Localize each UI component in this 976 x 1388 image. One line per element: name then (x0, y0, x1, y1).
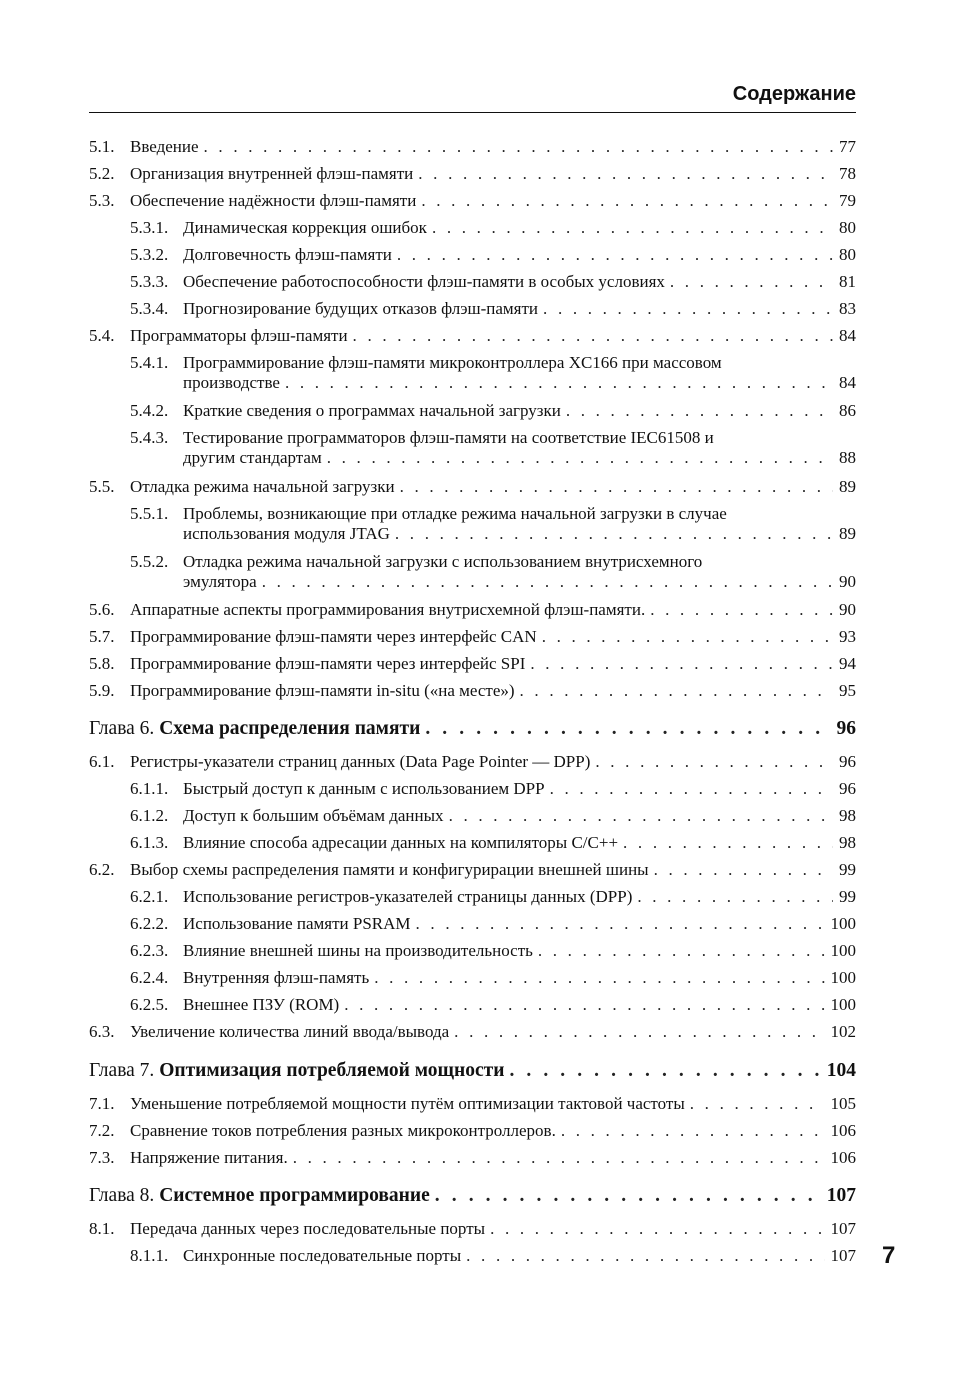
chapter-page: 104 (826, 1060, 856, 1081)
entry-number: 7.1. (89, 1094, 115, 1113)
leader-dots (650, 600, 833, 620)
toc-entry-6-2-2[interactable] (130, 914, 856, 934)
entry-number: 6.1.2. (130, 806, 169, 825)
toc-entry-5-4[interactable] (89, 326, 856, 346)
leader-dots (454, 1022, 824, 1042)
entry-page: 98 (839, 806, 856, 825)
entry-number: 5.3.2. (130, 245, 169, 264)
entry-page: 98 (839, 833, 856, 852)
chapter-page: 96 (836, 718, 856, 739)
toc-entry-6-1-3[interactable] (130, 833, 856, 853)
entry-page: 88 (839, 448, 856, 467)
leader-dots (654, 860, 833, 880)
entry-number: 5.9. (89, 681, 115, 700)
leader-dots (374, 968, 824, 988)
toc-entry-5-8[interactable] (89, 654, 856, 674)
leader-dots (637, 887, 833, 907)
entry-title: Использование регистров-указателей страницы данных (DPP) (183, 887, 633, 906)
entry-title-line2: производстве (183, 373, 280, 392)
toc-entry-5-2[interactable] (89, 164, 856, 184)
toc-entry-6-2-4[interactable] (130, 968, 856, 988)
entry-page: 89 (839, 477, 856, 496)
entry-page: 96 (839, 752, 856, 771)
entry-number: 5.2. (89, 164, 115, 183)
chapter-title: Схема распределения памяти (159, 718, 421, 739)
leader-dots (538, 941, 825, 961)
entry-title: Регистры-указатели страниц данных (Data Page Pointer — DPP) (130, 752, 591, 771)
entry-title: Программирование флэш-памяти через интерфейс SPI (130, 654, 526, 673)
leader-dots (509, 1059, 820, 1083)
entry-number: 6.2.2. (130, 914, 169, 933)
toc-entry-5-3-1[interactable] (130, 218, 856, 238)
entry-title: Передача данных через последовательные порты (130, 1219, 486, 1238)
entry-title: Введение (130, 137, 199, 156)
entry-title: Доступ к большим объёмам данных (183, 806, 444, 825)
entry-page: 83 (839, 299, 856, 318)
entry-title-line1: Программирование флэш-памяти микроконтроллера XC166 при массовом (183, 353, 722, 372)
entry-number: 7.2. (89, 1121, 115, 1140)
toc-entry-6-2-1[interactable] (130, 887, 856, 907)
entry-page: 107 (830, 1246, 856, 1265)
leader-dots (327, 448, 833, 468)
toc-entry-5-5[interactable] (89, 477, 856, 497)
toc-entry-8-1-1[interactable] (130, 1246, 856, 1266)
entry-title: Влияние способа адресации данных на компиляторы C/C++ (183, 833, 619, 852)
entry-title: Программирование флэш-памяти in-situ («на месте») (130, 681, 515, 700)
entry-number: 6.1. (89, 752, 115, 771)
leader-dots (204, 137, 833, 157)
entry-page: 78 (839, 164, 856, 183)
entry-number: 6.1.1. (130, 779, 169, 798)
toc-entry-5-7[interactable] (89, 627, 856, 647)
toc-entry-6-1-2[interactable] (130, 806, 856, 826)
entry-page: 106 (830, 1148, 856, 1167)
entry-page: 84 (839, 373, 856, 392)
entry-title-line1: Отладка режима начальной загрузки с использованием внутрисхемного (183, 552, 703, 571)
toc-entry-5-5-1[interactable] (130, 504, 856, 544)
entry-title: Обеспечение надёжности флэш-памяти (130, 191, 417, 210)
entry-number: 5.6. (89, 600, 115, 619)
leader-dots (395, 524, 833, 544)
entry-title: Динамическая коррекция ошибок (183, 218, 427, 237)
entry-number: 6.2.3. (130, 941, 169, 960)
toc-chapter-8[interactable] (89, 1184, 856, 1208)
toc-entry-5-3-3[interactable] (130, 272, 856, 292)
entry-number: 7.3. (89, 1148, 115, 1167)
entry-page: 95 (839, 681, 856, 700)
entry-number: 5.1. (89, 137, 115, 156)
toc-entry-5-4-3[interactable] (130, 428, 856, 468)
leader-dots (566, 401, 833, 421)
entry-title-line2: использования модуля JTAG (183, 524, 390, 543)
leader-dots (449, 806, 833, 826)
entry-title: Быстрый доступ к данным с использованием DPP (183, 779, 545, 798)
toc-entry-6-2-3[interactable] (130, 941, 856, 961)
leader-dots (623, 833, 833, 853)
entry-page: 81 (839, 272, 856, 291)
entry-page: 94 (839, 654, 856, 673)
entry-number: 5.3. (89, 191, 115, 210)
entry-number: 6.2.5. (130, 995, 169, 1014)
entry-page: 90 (839, 572, 856, 591)
entry-number: 6.2.4. (130, 968, 169, 987)
toc-entry-8-1[interactable] (89, 1219, 856, 1239)
entry-title-line2: другим стандартам (183, 448, 322, 467)
entry-title: Напряжение питания. (130, 1148, 288, 1167)
leader-dots (400, 477, 833, 497)
toc-entry-5-9[interactable] (89, 681, 856, 701)
leader-dots (520, 681, 833, 701)
entry-title: Аппаратные аспекты программирования внутрисхемной флэш-памяти. (130, 600, 646, 619)
toc-entry-6-3[interactable] (89, 1022, 856, 1042)
entry-number: 5.7. (89, 627, 115, 646)
leader-dots (293, 1148, 825, 1168)
page-number: 7 (882, 1242, 896, 1269)
entry-page: 96 (839, 779, 856, 798)
entry-number: 5.4.3. (130, 428, 169, 447)
entry-title-line2: эмулятора (183, 572, 257, 591)
entry-title: Сравнение токов потребления разных микроконтроллеров. (130, 1121, 556, 1140)
entry-title: Использование памяти PSRAM (183, 914, 411, 933)
entry-page: 80 (839, 245, 856, 264)
entry-page: 80 (839, 218, 856, 237)
entry-title-line1: Проблемы, возникающие при отладке режима начальной загрузки в случае (183, 504, 727, 523)
chapter-label: Глава 6. (89, 718, 155, 739)
leader-dots (670, 272, 833, 292)
leader-dots (421, 191, 833, 211)
entry-number: 5.5.2. (130, 552, 169, 571)
chapter-page: 107 (826, 1185, 856, 1206)
entry-title: Организация внутренней флэш-памяти (130, 164, 414, 183)
toc-entry-6-1-1[interactable] (130, 779, 856, 799)
leader-dots (595, 752, 833, 772)
chapter-label: Глава 7. (89, 1060, 155, 1081)
leader-dots (416, 914, 825, 934)
entry-number: 5.4. (89, 326, 115, 345)
entry-page: 100 (830, 914, 856, 933)
leader-dots (490, 1219, 824, 1239)
entry-number: 6.2. (89, 860, 115, 879)
entry-number: 5.4.1. (130, 353, 169, 372)
toc-entry-6-2-5[interactable] (130, 995, 856, 1015)
entry-page: 102 (830, 1022, 856, 1041)
entry-number: 6.2.1. (130, 887, 169, 906)
toc-entry-5-6[interactable] (89, 600, 856, 620)
entry-title: Прогнозирование будущих отказов флэш-памяти (183, 299, 539, 318)
entry-title: Выбор схемы распределения памяти и конфигурирации внешней шины (130, 860, 649, 879)
header-title: Содержание (732, 83, 856, 105)
entry-number: 8.1.1. (130, 1246, 169, 1265)
entry-page: 100 (830, 968, 856, 987)
leader-dots (397, 245, 833, 265)
leader-dots (418, 164, 833, 184)
entry-title: Долговечность флэш-памяти (183, 245, 392, 264)
toc-entry-5-5-2[interactable] (130, 552, 856, 592)
entry-page: 99 (839, 860, 856, 879)
toc-chapter-7[interactable] (89, 1059, 856, 1083)
entry-page: 77 (839, 137, 856, 156)
entry-page: 100 (830, 995, 856, 1014)
entry-page: 107 (830, 1219, 856, 1238)
entry-title: Синхронные последовательные порты (183, 1246, 462, 1265)
toc-chapter-6[interactable] (89, 717, 856, 741)
entry-page: 86 (839, 401, 856, 420)
entry-page: 84 (839, 326, 856, 345)
leader-dots (542, 627, 833, 647)
leader-dots (262, 572, 833, 592)
toc-entry-5-4-1[interactable] (130, 353, 856, 393)
entry-page: 90 (839, 600, 856, 619)
entry-number: 5.5. (89, 477, 115, 496)
entry-page: 99 (839, 887, 856, 906)
entry-title: Краткие сведения о программах начальной загрузки (183, 401, 561, 420)
leader-dots (435, 1184, 821, 1208)
leader-dots (550, 779, 833, 799)
leader-dots (353, 326, 833, 346)
entry-title-line1: Тестирование программаторов флэш-памяти на соответствие IEC61508 и (183, 428, 714, 447)
entry-number: 5.3.3. (130, 272, 169, 291)
leader-dots (432, 218, 833, 238)
leader-dots (285, 373, 833, 393)
leader-dots (425, 717, 830, 741)
entry-number: 5.8. (89, 654, 115, 673)
entry-number: 5.3.1. (130, 218, 169, 237)
entry-number: 5.3.4. (130, 299, 169, 318)
toc-entry-7-3[interactable] (89, 1148, 856, 1168)
chapter-title: Системное программирование (159, 1185, 430, 1206)
entry-page: 106 (830, 1121, 856, 1140)
running-header (89, 80, 856, 113)
entry-number: 8.1. (89, 1219, 115, 1238)
toc-entry-5-3[interactable] (89, 191, 856, 211)
entry-number: 5.5.1. (130, 504, 169, 523)
toc-entry-6-1[interactable] (89, 752, 856, 772)
leader-dots (530, 654, 833, 674)
entry-page: 79 (839, 191, 856, 210)
toc-entry-7-2[interactable] (89, 1121, 856, 1141)
entry-title: Уменьшение потребляемой мощности путём оптимизации тактовой частоты (130, 1094, 685, 1113)
entry-page: 100 (830, 941, 856, 960)
leader-dots (543, 299, 833, 319)
leader-dots (466, 1246, 824, 1266)
toc-entry-5-1[interactable] (89, 137, 856, 157)
leader-dots (561, 1121, 825, 1141)
leader-dots (344, 995, 824, 1015)
toc-entry-5-4-2[interactable] (130, 401, 856, 421)
entry-number: 6.1.3. (130, 833, 169, 852)
entry-title: Внешнее ПЗУ (ROM) (183, 995, 340, 1014)
entry-title: Отладка режима начальной загрузки (130, 477, 395, 496)
entry-title: Влияние внешней шины на производительность (183, 941, 533, 960)
toc-entry-5-3-4[interactable] (130, 299, 856, 319)
entry-title: Обеспечение работоспособности флэш-памяти в особых условиях (183, 272, 665, 291)
entry-title: Увеличение количества линий ввода/вывода (130, 1022, 450, 1041)
toc-entry-7-1[interactable] (89, 1094, 856, 1114)
entry-title: Программаторы флэш-памяти (130, 326, 348, 345)
entry-page: 93 (839, 627, 856, 646)
entry-number: 6.3. (89, 1022, 115, 1041)
chapter-label: Глава 8. (89, 1185, 155, 1206)
toc-entry-5-3-2[interactable] (130, 245, 856, 265)
entry-number: 5.4.2. (130, 401, 169, 420)
leader-dots (690, 1094, 825, 1114)
chapter-title: Оптимизация потребляемой мощности (159, 1060, 505, 1081)
toc-entry-6-2[interactable] (89, 860, 856, 880)
entry-title: Внутренняя флэш-память (183, 968, 370, 987)
entry-page: 89 (839, 524, 856, 543)
entry-title: Программирование флэш-памяти через интерфейс CAN (130, 627, 537, 646)
entry-page: 105 (830, 1094, 856, 1113)
